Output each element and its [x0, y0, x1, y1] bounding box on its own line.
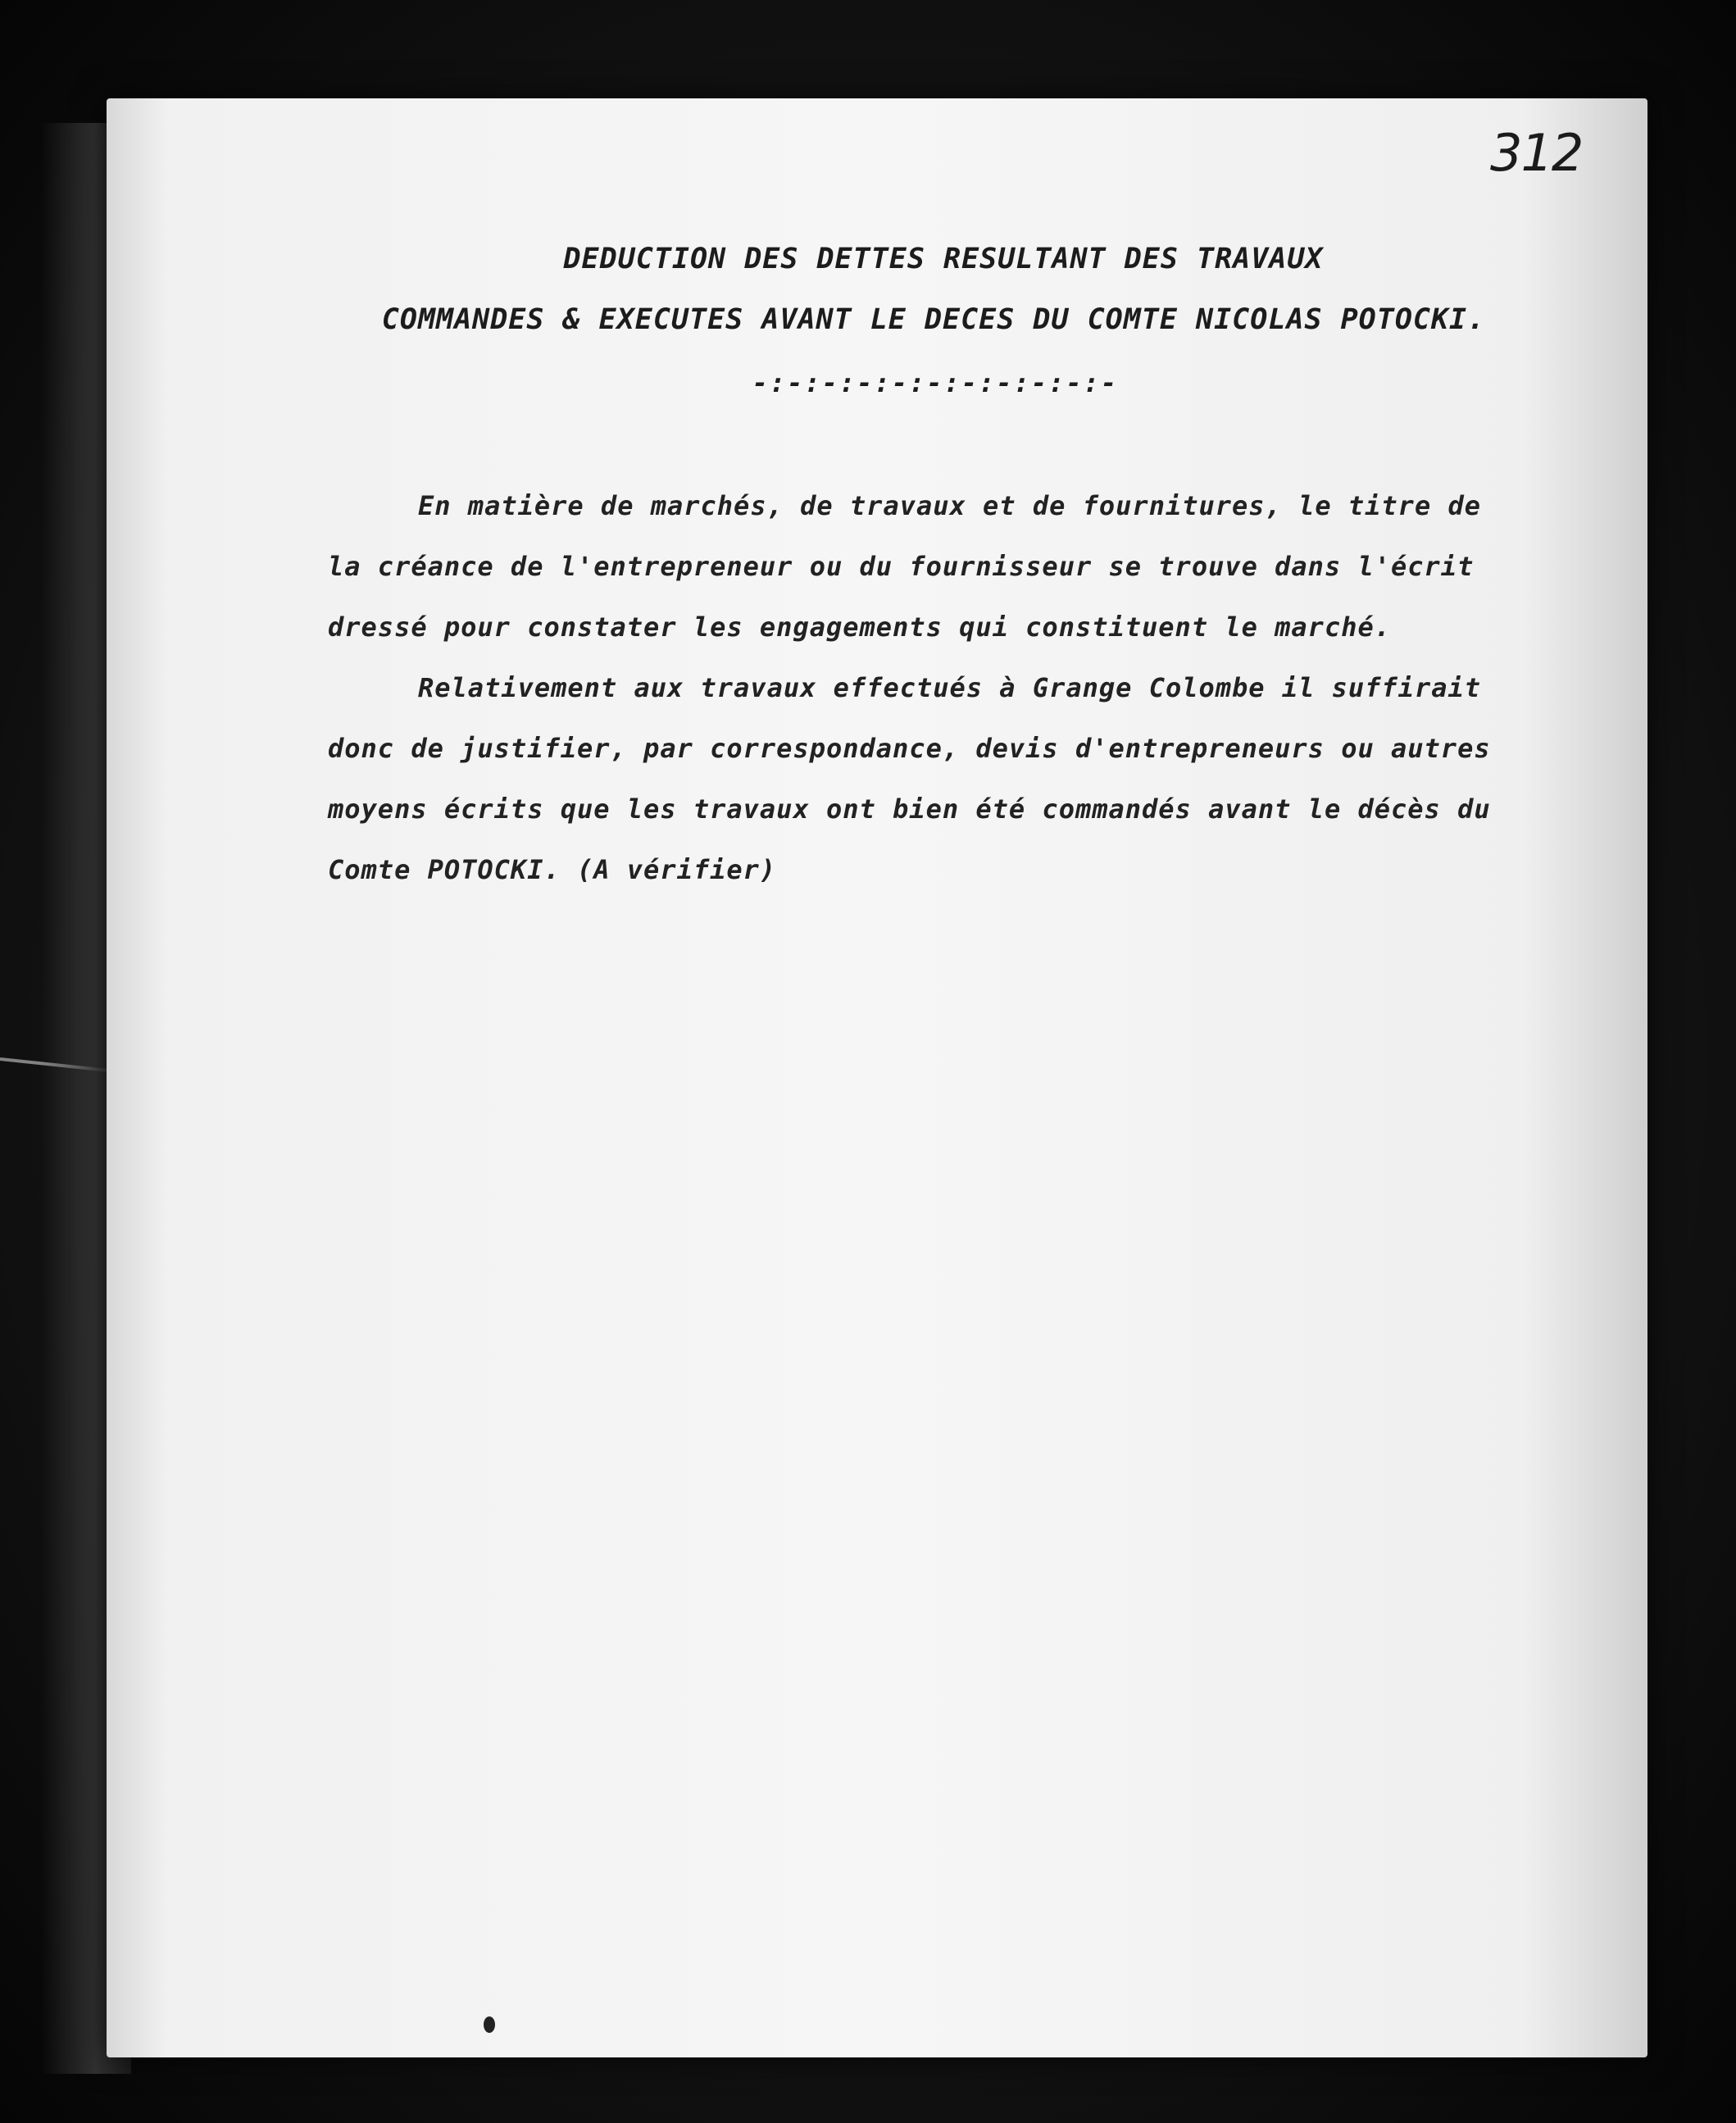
folio-number: 312 — [1490, 123, 1583, 183]
title-separator: -:-:-:-:-:-:-:-:-:-:- — [752, 367, 1119, 398]
body-line: donc de justifier, par correspondance, devis d'entrepreneurs ou autres — [328, 733, 1491, 764]
body-line: dressé pour constater les engagements qui constituent le marché. — [328, 611, 1391, 643]
body-line: En matière de marchés, de travaux et de fournitures, le titre de — [418, 490, 1481, 521]
body-line: moyens écrits que les travaux ont bien été commandés avant le décès du — [328, 793, 1491, 825]
ink-spot — [484, 2016, 495, 2033]
document-title-line-2: COMMANDES & EXECUTES AVANT LE DECES DU COMTE NICOLAS POTOCKI. — [381, 303, 1486, 336]
body-line: Relativement aux travaux effectués à Grange Colombe il suffirait — [418, 672, 1481, 703]
document-title-line-1: DEDUCTION DES DETTES RESULTANT DES TRAVAUX — [563, 243, 1324, 275]
body-line: Comte POTOCKI. (A vérifier) — [328, 854, 777, 885]
body-line: la créance de l'entrepreneur ou du fournisseur se trouve dans l'écrit — [328, 551, 1475, 582]
